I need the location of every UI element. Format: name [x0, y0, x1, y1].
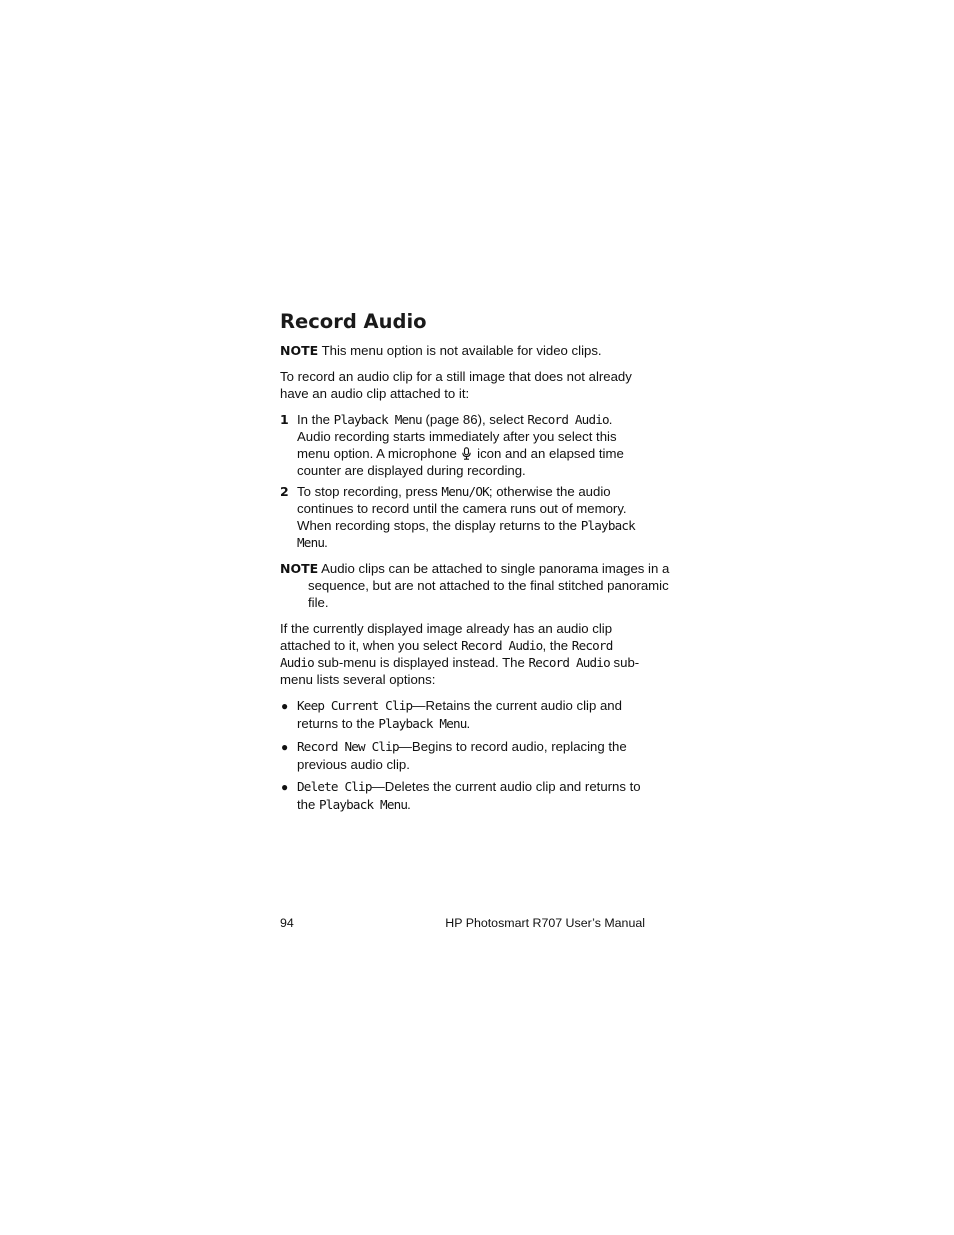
note-label: NOTE — [280, 343, 319, 358]
note-text: This menu option is not available for video clips. — [318, 343, 602, 358]
step-text: To stop recording, press Menu/OK; otherwise the audio continues to record until the camera runs out of memory. When recording stops, the display returns to the Playback Menu. — [297, 484, 635, 550]
bullet-icon: ● — [281, 699, 289, 713]
ui-term-record-audio: Record Audio — [527, 412, 609, 427]
page-number: 94 — [280, 916, 294, 930]
ui-term-playback-menu: Playback Menu — [297, 518, 635, 550]
ui-term-menu-ok: Menu/OK — [441, 484, 489, 499]
ui-term-record-audio: Record Audio — [461, 638, 543, 653]
section-title: Record Audio — [280, 310, 427, 333]
note-video-clips — [280, 342, 648, 359]
microphone-icon — [461, 447, 472, 460]
intro-paragraph: To record an audio clip for a still image that does not already have an audio clip attached to it: — [280, 369, 632, 401]
bullet-text: Record New Clip—Begins to record audio, replacing the previous audio clip. — [297, 739, 627, 772]
ui-term-record-audio: Record Audio — [280, 638, 613, 670]
note-panorama — [280, 560, 676, 611]
bullet-text: Delete Clip—Deletes the current audio clip and returns to the Playback Menu. — [297, 779, 641, 812]
manual-title: HP Photosmart R707 User’s Manual — [445, 916, 645, 930]
step-text: In the Playback Menu (page 86), select Record Audio. Audio recording starts immediately after you select this menu option. A microphone icon and an elapsed time counter are displayed during recording. — [297, 412, 624, 478]
step-number: 2 — [280, 484, 289, 499]
ui-term-record-audio: Record Audio — [528, 655, 610, 670]
ui-term-playback-menu: Playback Menu — [333, 412, 422, 427]
submenu-paragraph: If the currently displayed image already has an audio clip attached to it, when you select Record Audio, the Record Audio sub-menu is displayed instead. The Record Audio sub-menu lists several options: — [280, 621, 640, 687]
note-label: NOTE — [280, 561, 319, 576]
step-number: 1 — [280, 412, 289, 427]
bullet-text: Keep Current Clip—Retains the current audio clip and returns to the Playback Menu. — [297, 698, 622, 731]
bullet-icon: ● — [281, 780, 289, 794]
bullet-icon: ● — [281, 740, 289, 754]
note-text: Audio clips can be attached to single panorama images in a sequence, but are not attached to the final stitched panoramic file. — [308, 561, 670, 610]
